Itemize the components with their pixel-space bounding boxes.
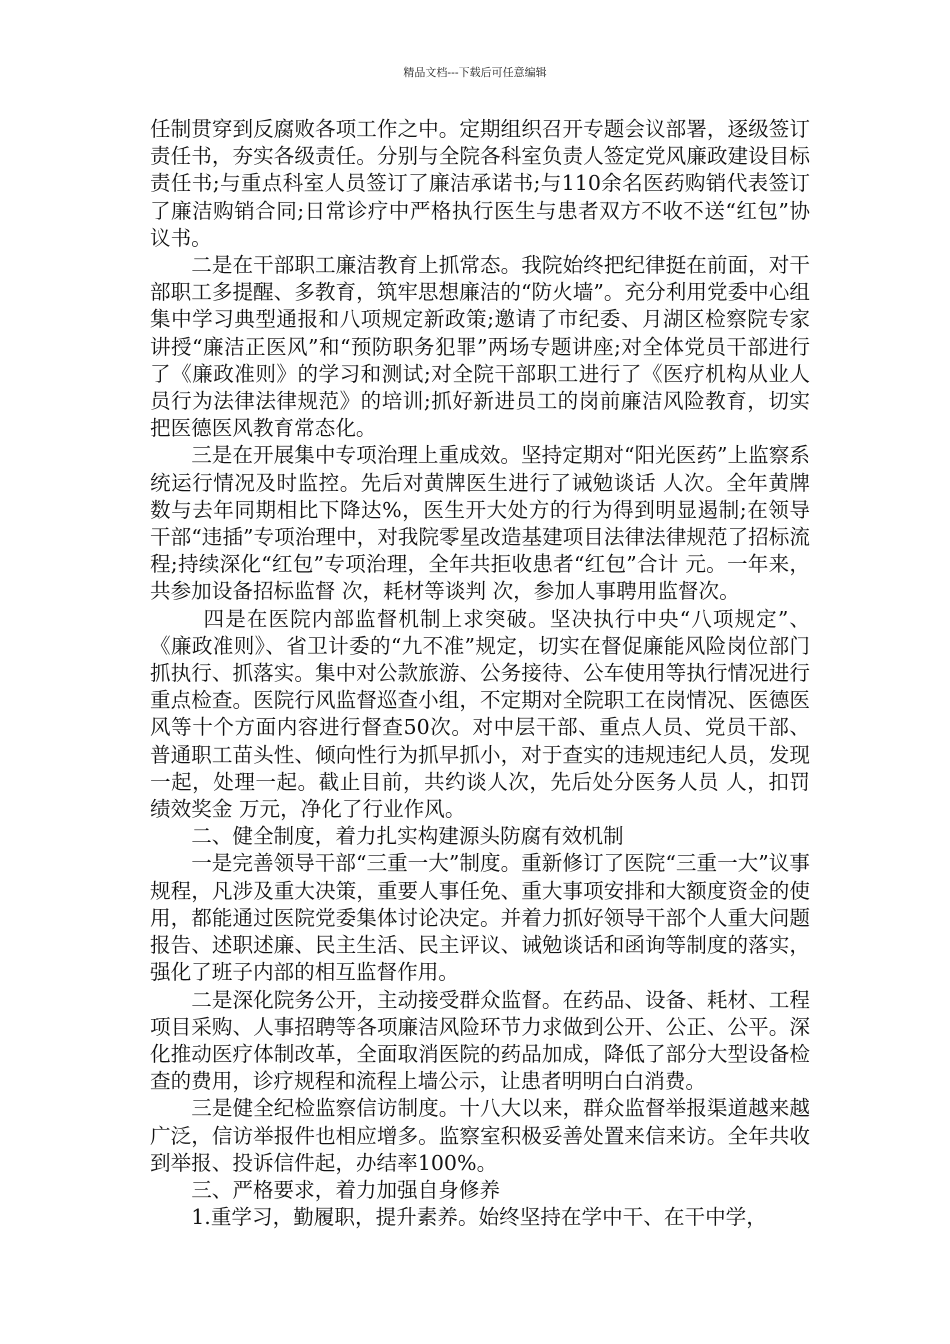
paragraph-hospital-affairs-openness: 二是深化院务公开，主动接受群众监督。在药品、设备、耗材、工程项目采购、人事招聘等各项廉洁风险环节力求做到公开、公正、公平。深化推动医疗体制改革，全面取消医院的药品加成，降低了部分大型设备检查的费用，诊疗规程和流程上墙公示，让患者明明白白消费。 [150,987,810,1094]
document-body [150,116,810,1231]
paragraph-responsibility-system: 任制贯穿到反腐败各项工作之中。定期组织召开专题会议部署，逐级签订责任书，夯实各级责任。分别与全院各科室负责人签定党风廉政建设目标责任书;与重点科室人员签订了廉洁承诺书;与110余名医药购销代表签订了廉洁购销合同;日常诊疗中严格执行医生与患者双方不收不送“红包”协议书。 [150,117,810,250]
paragraph-study-duty: 1.重学习，勤履职，提升素养。始终坚持在学中干、在干中学， [191,1205,767,1230]
paragraph-special-governance: 三是在开展集中专项治理上重成效。坚持定期对“阳光医药”上监察系统运行情况及时监控。先后对黄牌医生进行了诫勉谈话 人次。全年黄牌数与去年同期相比下降达%，医生开大处方的行为得到明显遏制;在领导干部“违插”专项治理中，对我院零星改造基建项目法律法律规范了招标流程;持续深化“红包”专项治理，全年共拒收患者“红包”合计 元。一年来，共参加设备招标监督 次，耗材等谈判 次，参加人事聘用监督次。 [150,443,810,604]
paragraph-three-major-one-large: 一是完善领导干部“三重一大”制度。重新修订了医院“三重一大”议事规程，凡涉及重大决策，重要人事任免、重大事项安排和大额度资金的使用，都能通过医院党委集体讨论决定。并着力抓好领导干部个人重大问题报告、述职述廉、民主生活、民主评议、诫勉谈话和函询等制度的落实，强化了班子内部的相互监督作用。 [150,851,810,985]
paragraph-integrity-education: 二是在干部职工廉洁教育上抓常态。我院始终把纪律挺在前面，对干部职工多提醒、多教育，筑牢思想廉洁的“防火墙”。充分利用党委中心组集中学习典型通报和八项规定新政策;邀请了市纪委、月湖区检察院专家讲授“廉洁正医风”和“预防职务犯罪”两场专题讲座;对全体党员干部进行了《廉政准则》的学习和测试;对全院干部职工进行了《医疗机构从业人员行为法律法律规范》的培训;抓好新进员工的岗前廉洁风险教育，切实把医德医风教育常态化。 [150,253,810,441]
section-heading-system: 二、健全制度，着力扎实构建源头防腐有效机制 [191,824,624,849]
section-heading-self-cultivation: 三、严格要求，着力加强自身修养 [191,1177,501,1202]
paragraph-internal-supervision: 四是在医院内部监督机制上求突破。坚决执行中央“八项规定”、《廉政准则》、省卫计委的“九不准”规定，切实在督促廉能风险岗位部门抓执行、抓落实。集中对公款旅游、公务接待、公车使用等执行情况进行重点检查。医院行风监督巡查小组，不定期对全院职工在岗情况、医德医风等十个方面内容进行督查50次。对中层干部、重点人员、党员干部、普通职工苗头性、倾向性行为抓早抓小，对于查实的违规违纪人员，发现一起，处理一起。截止目前，共约谈人次，先后处分医务人员 人，扣罚绩效奖金 万元，净化了行业作风。 [150,606,810,822]
page-header: 精品文档---下载后可任意编辑 [403,66,547,79]
paragraph-petition-system: 三是健全纪检监察信访制度。十八大以来，群众监督举报渠道越来越广泛，信访举报件也相应增多。监察室积极妥善处置来信来访。全年共收到举报、投诉信件起，办结率100%。 [150,1096,810,1175]
